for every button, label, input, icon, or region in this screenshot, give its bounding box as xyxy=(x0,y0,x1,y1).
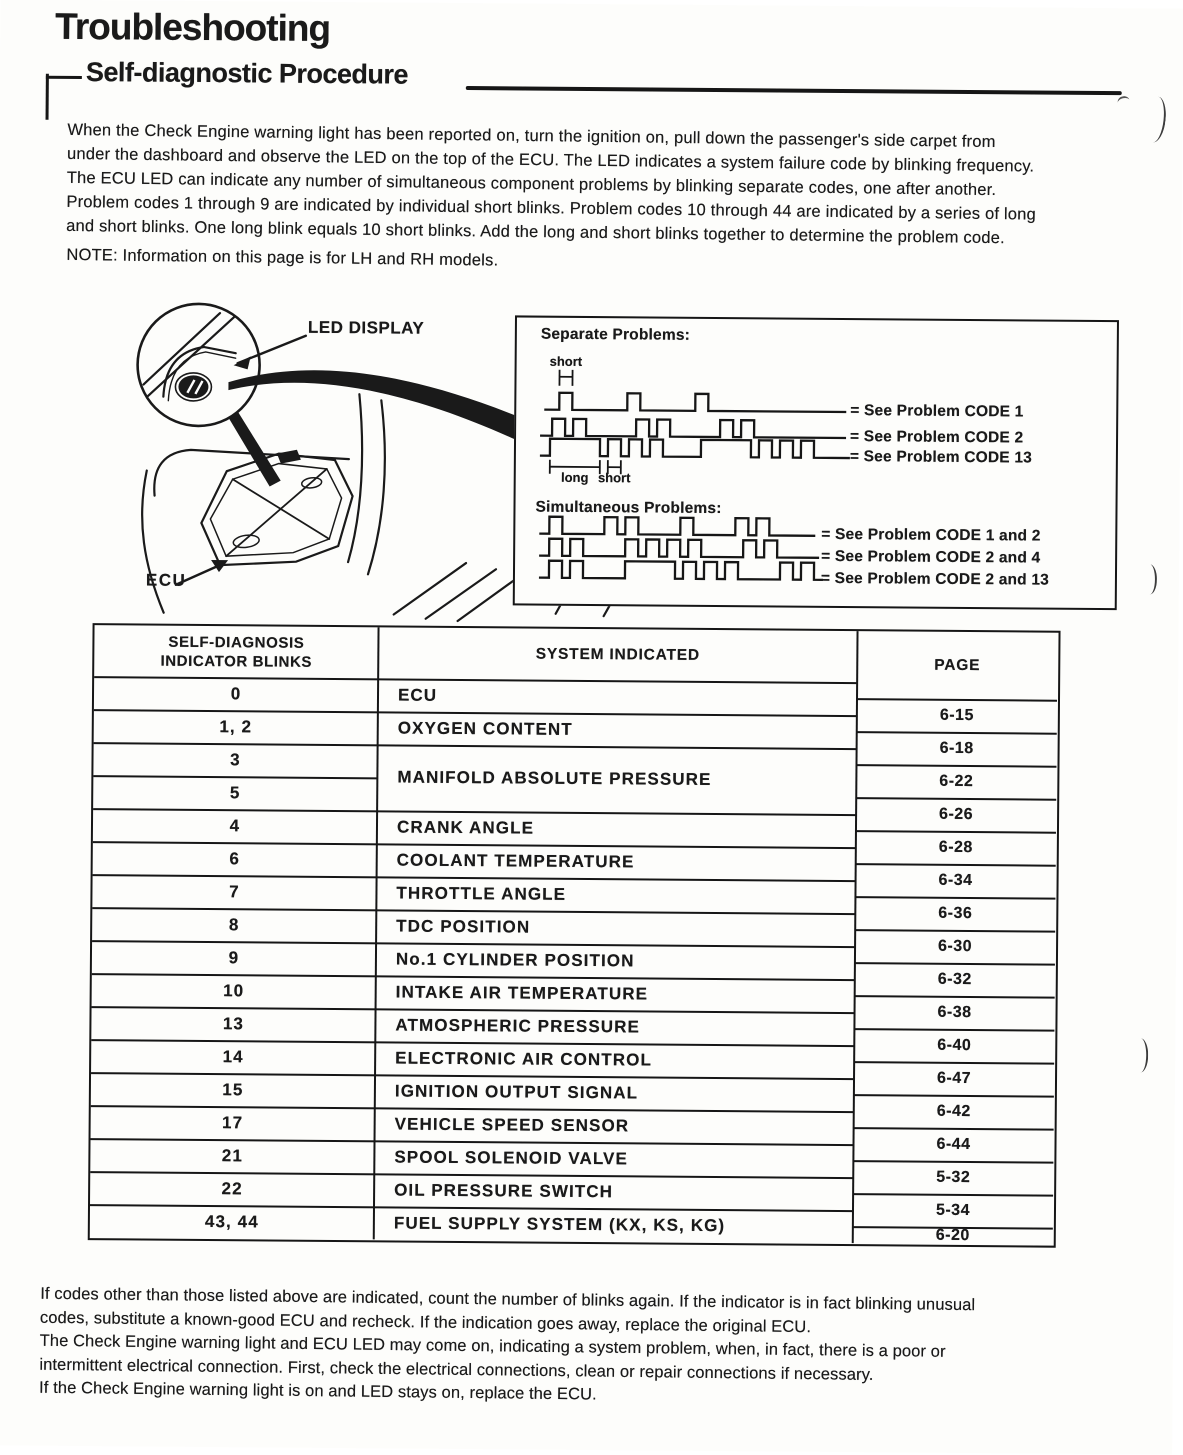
section-rule xyxy=(466,86,1122,95)
page-cell: 6-30 xyxy=(855,929,1055,964)
page-cell: 6-20 xyxy=(853,1226,1053,1245)
blinks-cell: 15 xyxy=(91,1072,375,1107)
text-line: The Check Engine warning light and ECU LED may come on, indicating a system problem, when, in fact, there is a poor or xyxy=(40,1330,975,1365)
blink-waveform xyxy=(539,542,823,584)
page-cell: 6-32 xyxy=(855,962,1055,997)
ecu-slot xyxy=(233,534,260,549)
text-line: codes, substitute a known-good ECU and recheck. If the indication goes away, replace the original ECU. xyxy=(40,1306,975,1341)
system-cell: OIL PRESSURE SWITCH xyxy=(394,1174,849,1211)
header-text-line: INDICATOR BLINKS xyxy=(94,651,378,672)
blinks-cell: 21 xyxy=(90,1138,374,1173)
text-line: When the Check Engine warning light has been reported on, turn the ignition on, pull down the passenger's side carpet from xyxy=(67,118,1037,155)
text-line: intermittent electrical connection. First, check the electrical connections, clean or repair connections if necessary. xyxy=(39,1353,974,1388)
page-cell: 6-44 xyxy=(853,1127,1053,1162)
blinks-cell: 3 xyxy=(93,742,377,777)
blinks-cell: 10 xyxy=(92,973,376,1008)
page-cell: 6-26 xyxy=(856,797,1056,832)
intro-paragraph xyxy=(66,118,1037,251)
blinks-cell: 5 xyxy=(93,775,377,810)
page-cell: 6-22 xyxy=(856,764,1056,799)
pillar-line xyxy=(348,394,363,562)
system-cell: VEHICLE SPEED SENSOR xyxy=(395,1108,850,1145)
page-cell: 5-32 xyxy=(853,1160,1053,1195)
blinks-cell: 17 xyxy=(91,1105,375,1140)
ecu-arrowhead-icon xyxy=(211,560,228,572)
blinks-cell: 7 xyxy=(92,874,376,909)
header-blinks xyxy=(94,632,378,672)
scan-artifact xyxy=(1133,1038,1148,1072)
text-line: Problem codes 1 through 9 are indicated by individual short blinks. Problem codes 10 through 44 are indicated by a series of long xyxy=(66,190,1036,227)
ecu-label: ECU xyxy=(146,571,187,591)
page-cell: 5-34 xyxy=(853,1193,1053,1228)
blinks-cell: 4 xyxy=(93,808,377,843)
waveform-code-label: = See Problem CODE 2 xyxy=(850,428,1023,447)
waveform-code-label: = See Problem CODE 1 and 2 xyxy=(821,526,1040,546)
page-cell: 6-47 xyxy=(854,1061,1054,1096)
page-cell: 6-34 xyxy=(855,863,1055,898)
blinks-cell: 22 xyxy=(90,1171,374,1206)
blinks-cell: 13 xyxy=(91,1006,375,1041)
system-cell: COOLANT TEMPERATURE xyxy=(397,844,852,881)
scan-artifact xyxy=(1143,564,1157,594)
sill-hatch xyxy=(458,577,518,621)
waveform-path xyxy=(539,561,823,580)
system-cell: MANIFOLD ABSOLUTE PRESSURE xyxy=(397,745,853,815)
led-indicator xyxy=(178,375,208,398)
console-curve xyxy=(141,471,164,613)
page-title: Troubleshooting xyxy=(55,6,330,50)
system-cell: ELECTRONIC AIR CONTROL xyxy=(395,1042,850,1079)
page-cell: 6-28 xyxy=(856,830,1056,865)
blinks-cell: 8 xyxy=(92,907,376,942)
page-cell: 6-18 xyxy=(856,731,1056,766)
page-cell: 6-15 xyxy=(857,698,1057,733)
waveform-code-label: = See Problem CODE 1 xyxy=(850,402,1023,421)
closing-paragraph xyxy=(39,1283,975,1412)
section-title: Self-diagnostic Procedure xyxy=(86,57,408,91)
blink-waveform xyxy=(540,416,851,486)
blinks-cell: 14 xyxy=(91,1039,375,1074)
scan-artifact xyxy=(1143,95,1168,143)
leader-to-ecu xyxy=(228,412,282,486)
blinks-cell: 0 xyxy=(94,676,378,711)
waveform-code-label: = See Problem CODE 13 xyxy=(850,448,1032,467)
system-cell: ECU xyxy=(398,679,853,716)
waveform-code-label: = See Problem CODE 2 and 4 xyxy=(821,548,1040,568)
waveform-code-label: = See Problem CODE 2 and 13 xyxy=(821,570,1049,590)
scan-artifact xyxy=(1117,95,1131,109)
text-line: and short blinks. One long blink equals 10 short blinks. Add the long and short blinks together to determine the problem code. xyxy=(66,214,1036,251)
blinks-cell: 1, 2 xyxy=(94,709,378,744)
blinks-cell: 9 xyxy=(92,940,376,975)
system-cell: IGNITION OUTPUT SIGNAL xyxy=(395,1075,850,1112)
text-line: If codes other than those listed above are indicated, count the number of blinks again. If the indicator is in fact blinking unusual xyxy=(40,1283,975,1318)
system-cell: TDC POSITION xyxy=(396,910,851,947)
separate-problems-heading: Separate Problems: xyxy=(541,326,690,345)
text-line: under the dashboard and observe the LED on the top of the ECU. The LED indicates a system failure code by blinking frequency. xyxy=(67,142,1037,179)
system-cell: CRANK ANGLE xyxy=(397,811,852,848)
header-system: SYSTEM INDICATED xyxy=(378,627,857,682)
blinks-cell: 43, 44 xyxy=(90,1204,374,1239)
simultaneous-problems-heading: Simultaneous Problems: xyxy=(535,499,721,518)
blinks-cell: 6 xyxy=(93,841,377,876)
waveform-path xyxy=(540,439,850,458)
note-line: NOTE: Information on this page is for LH and RH models. xyxy=(66,246,498,271)
text-line: If the Check Engine warning light is on and LED stays on, replace the ECU. xyxy=(39,1377,974,1412)
system-cell: INTAKE AIR TEMPERATURE xyxy=(396,976,851,1013)
bracket-label: short xyxy=(550,354,583,369)
system-cell: ATMOSPHERIC PRESSURE xyxy=(395,1009,850,1046)
page-cell: 6-38 xyxy=(854,995,1054,1030)
bracket-label: long xyxy=(561,470,589,485)
section-bracket-dash xyxy=(46,76,82,79)
sill-hatch xyxy=(394,562,466,615)
page-cell: 6-36 xyxy=(855,896,1055,931)
self-diagnosis-table xyxy=(88,623,1061,1248)
system-cell: FUEL SUPPLY SYSTEM (KX, KS, KG) xyxy=(394,1207,849,1244)
section-bracket xyxy=(46,74,49,120)
header-page: PAGE xyxy=(857,631,1058,700)
ecu-clip xyxy=(277,450,301,464)
system-cell: OXYGEN CONTENT xyxy=(398,712,853,749)
page-cell: 6-40 xyxy=(854,1028,1054,1063)
blink-code-diagram xyxy=(513,315,1119,610)
pillar-line xyxy=(368,400,385,574)
leader-swoosh xyxy=(228,370,516,440)
page-cell: 6-42 xyxy=(854,1094,1054,1129)
system-cell: THROTTLE ANGLE xyxy=(396,877,851,914)
text-line: The ECU LED can indicate any number of simultaneous component problems by blinking separate codes, one after another. xyxy=(67,166,1037,203)
bracket-label: short xyxy=(598,470,631,485)
header-text-line: SELF-DIAGNOSIS xyxy=(94,632,378,653)
led-display-label: LED DISPLAY xyxy=(308,318,424,339)
system-cell: SPOOL SOLENOID VALVE xyxy=(394,1141,849,1178)
system-cell: No.1 CYLINDER POSITION xyxy=(396,943,851,980)
sill-hatch xyxy=(426,569,496,620)
